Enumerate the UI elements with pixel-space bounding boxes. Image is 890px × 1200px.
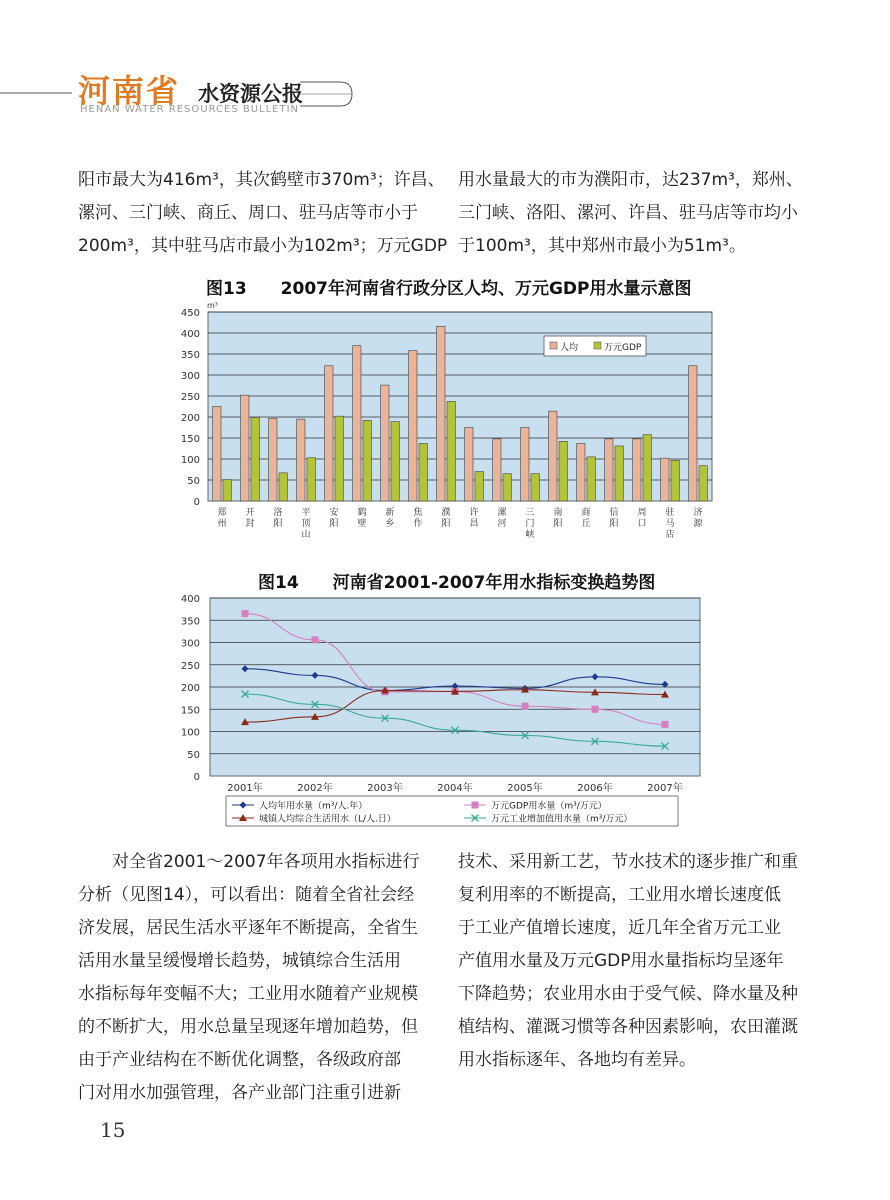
text-line: 于100m³，其中郑州市最小为51m³。 — [458, 236, 746, 256]
bar — [419, 443, 427, 501]
x-tick-label: 2006年 — [577, 783, 613, 794]
bottom-left-column — [78, 846, 420, 1110]
text-line: 济发展，居民生活水平逐年不断提高，全省生 — [78, 918, 418, 938]
text-line: 于工业产值增长速度，近几年全省万元工业 — [458, 918, 781, 938]
y-tick-label: 200 — [180, 413, 200, 424]
bar — [447, 401, 455, 501]
y-tick-label: 350 — [180, 350, 200, 361]
x-tick-label: 新乡 — [385, 508, 395, 529]
x-tick-label: 2005年 — [507, 783, 543, 794]
legend-label: 万元工业增加值用水量（m³/万元） — [491, 814, 633, 825]
bar — [559, 441, 567, 501]
bar — [269, 418, 277, 501]
bar — [521, 428, 529, 502]
text-line: 技术、采用新工艺，节水技术的逐步推广和重 — [458, 852, 798, 872]
y-tick-label: 100 — [180, 455, 200, 466]
x-tick-label: 2007年 — [647, 783, 683, 794]
bulletin-title-en: HENAN WATER RESOURCES BULLETIN — [80, 104, 300, 115]
y-tick-label: 300 — [180, 371, 200, 382]
bar — [353, 346, 361, 501]
bar — [213, 407, 221, 502]
page-number: 15 — [100, 1118, 126, 1142]
bar — [615, 446, 623, 501]
bar — [381, 385, 389, 501]
x-tick-label: 2003年 — [367, 783, 403, 794]
figure-14-title: 图14 河南省2001-2007年用水指标变换趋势图 — [258, 573, 656, 593]
bar — [689, 366, 697, 501]
bar — [671, 460, 679, 501]
bar — [699, 466, 707, 501]
y-unit-label: m³ — [207, 301, 218, 310]
bar — [409, 351, 417, 501]
bar — [549, 411, 557, 501]
x-tick-label: 安阳 — [329, 508, 339, 529]
text-line: 产值用水量及万元GDP用水量指标均呈逐年 — [458, 951, 784, 971]
line-chart-fig14 — [170, 590, 720, 830]
y-tick-label: 100 — [180, 727, 200, 739]
text-line: 活用水量呈缓慢增长趋势，城镇综合生活用 — [78, 951, 401, 971]
x-tick-label: 三门峡 — [525, 508, 535, 540]
bar — [633, 439, 641, 501]
bar-chart-fig13 — [170, 298, 720, 553]
text-line: 复利用率的不断提高，工业用水增长速度低 — [458, 885, 781, 905]
y-tick-label: 200 — [180, 683, 200, 694]
y-tick-label: 0 — [193, 497, 200, 508]
bar — [241, 395, 249, 501]
data-point — [312, 636, 319, 643]
text-line: 水指标每年变幅不大；工业用水随着产业规模 — [78, 984, 418, 1004]
x-tick-label: 商丘 — [581, 508, 591, 529]
text-line: 用水量最大的市为濮阳市，达237m³，郑州、 — [458, 170, 803, 190]
x-tick-label: 许昌 — [469, 508, 479, 529]
y-tick-label: 150 — [180, 434, 200, 445]
data-point — [592, 706, 599, 713]
text-line: 下降趋势；农业用水由于受气候、降水量及种 — [458, 984, 798, 1004]
legend-swatch — [594, 342, 601, 349]
x-tick-label: 焦作 — [413, 508, 423, 529]
y-tick-label: 50 — [187, 476, 200, 487]
x-tick-label: 漯河 — [497, 508, 507, 529]
data-point — [472, 802, 479, 809]
text-line: 由于产业结构在不断优化调整，各级政府部 — [78, 1050, 401, 1070]
text-line: 分析（见图14），可以看出：随着全省社会经 — [78, 885, 415, 905]
text-line: 200m³，其中驻马店市最小为102m³；万元GDP — [78, 236, 448, 256]
text-line: 漯河、三门峡、商丘、周口、驻马店等市小于 — [78, 203, 418, 223]
x-tick-label: 洛阳 — [273, 508, 283, 529]
bulletin-title-sub: 水资源公报 — [198, 81, 303, 106]
figure-13-title: 图13 2007年河南省行政分区人均、万元GDP用水量示意图 — [206, 279, 692, 299]
legend-swatch — [550, 342, 557, 349]
legend-label: 万元GDP — [604, 343, 642, 353]
x-tick-label: 平顶山 — [301, 508, 311, 540]
y-tick-label: 350 — [180, 616, 200, 628]
y-tick-label: 0 — [193, 772, 200, 783]
legend-label: 万元GDP用水量（m³/万元） — [491, 801, 607, 812]
bar — [493, 439, 501, 501]
bar — [223, 480, 231, 501]
bar — [503, 474, 511, 501]
legend-label: 人均年用水量（m³/人.年） — [259, 801, 368, 812]
bar — [587, 457, 595, 501]
text-line: 植结构、灌溉习惯等各种因素影响，农田灌溉 — [458, 1017, 798, 1037]
x-tick-label: 郑州 — [217, 508, 227, 529]
x-tick-label: 信阳 — [609, 508, 619, 529]
legend-label: 城镇人均综合生活用水（L/人.日） — [259, 814, 396, 825]
data-point — [242, 610, 249, 617]
bar — [577, 443, 585, 501]
text-line: 用水指标逐年、各地均有差异。 — [458, 1050, 696, 1070]
x-tick-label: 濮阳 — [441, 508, 451, 529]
x-tick-label: 2004年 — [437, 783, 473, 794]
bar — [251, 417, 259, 501]
data-point — [522, 703, 529, 710]
x-tick-label: 驻马店 — [665, 508, 675, 540]
y-tick-label: 50 — [187, 749, 200, 761]
data-point — [662, 721, 669, 728]
bar — [605, 439, 613, 501]
y-tick-label: 300 — [180, 638, 200, 650]
x-tick-label: 济源 — [693, 508, 703, 529]
y-tick-label: 400 — [180, 329, 200, 340]
top-right-column — [458, 164, 803, 263]
bar — [297, 419, 305, 501]
bar — [307, 458, 315, 501]
text-line: 门对用水加强管理，各产业部门注重引进新 — [78, 1083, 401, 1103]
text-line: 阳市最大为416m³，其次鹤壁市370m³；许昌、 — [78, 170, 445, 190]
text-line: 对全省2001～2007年各项用水指标进行 — [78, 852, 420, 872]
x-tick-label: 2001年 — [227, 783, 263, 794]
x-tick-label: 周口 — [637, 508, 647, 529]
text-line: 三门峡、洛阳、漯河、许昌、驻马店等市均小 — [458, 203, 798, 223]
bar — [475, 472, 483, 501]
bar — [661, 458, 669, 501]
text-line: 的不断扩大，用水总量呈现逐年增加趋势，但 — [78, 1017, 418, 1037]
bar — [437, 326, 445, 501]
bar — [325, 366, 333, 501]
y-tick-label: 250 — [180, 660, 200, 672]
y-tick-label: 150 — [180, 705, 200, 717]
legend-label: 人均 — [560, 343, 579, 353]
x-tick-label: 南阳 — [553, 508, 563, 529]
y-tick-label: 400 — [180, 594, 200, 605]
bar — [531, 474, 539, 501]
x-tick-label: 鹤壁 — [357, 508, 367, 529]
x-tick-label: 开封 — [245, 508, 255, 529]
bar — [391, 422, 399, 501]
bar — [465, 428, 473, 502]
bar — [363, 420, 371, 501]
top-left-column — [78, 164, 447, 263]
bottom-right-column — [458, 846, 798, 1077]
x-tick-label: 2002年 — [297, 783, 333, 794]
y-tick-label: 450 — [180, 308, 200, 319]
bar — [643, 435, 651, 501]
bar — [335, 416, 343, 501]
bar — [279, 473, 287, 501]
bulletin-title-main: 河南省 — [78, 72, 181, 110]
y-tick-label: 250 — [180, 392, 200, 403]
